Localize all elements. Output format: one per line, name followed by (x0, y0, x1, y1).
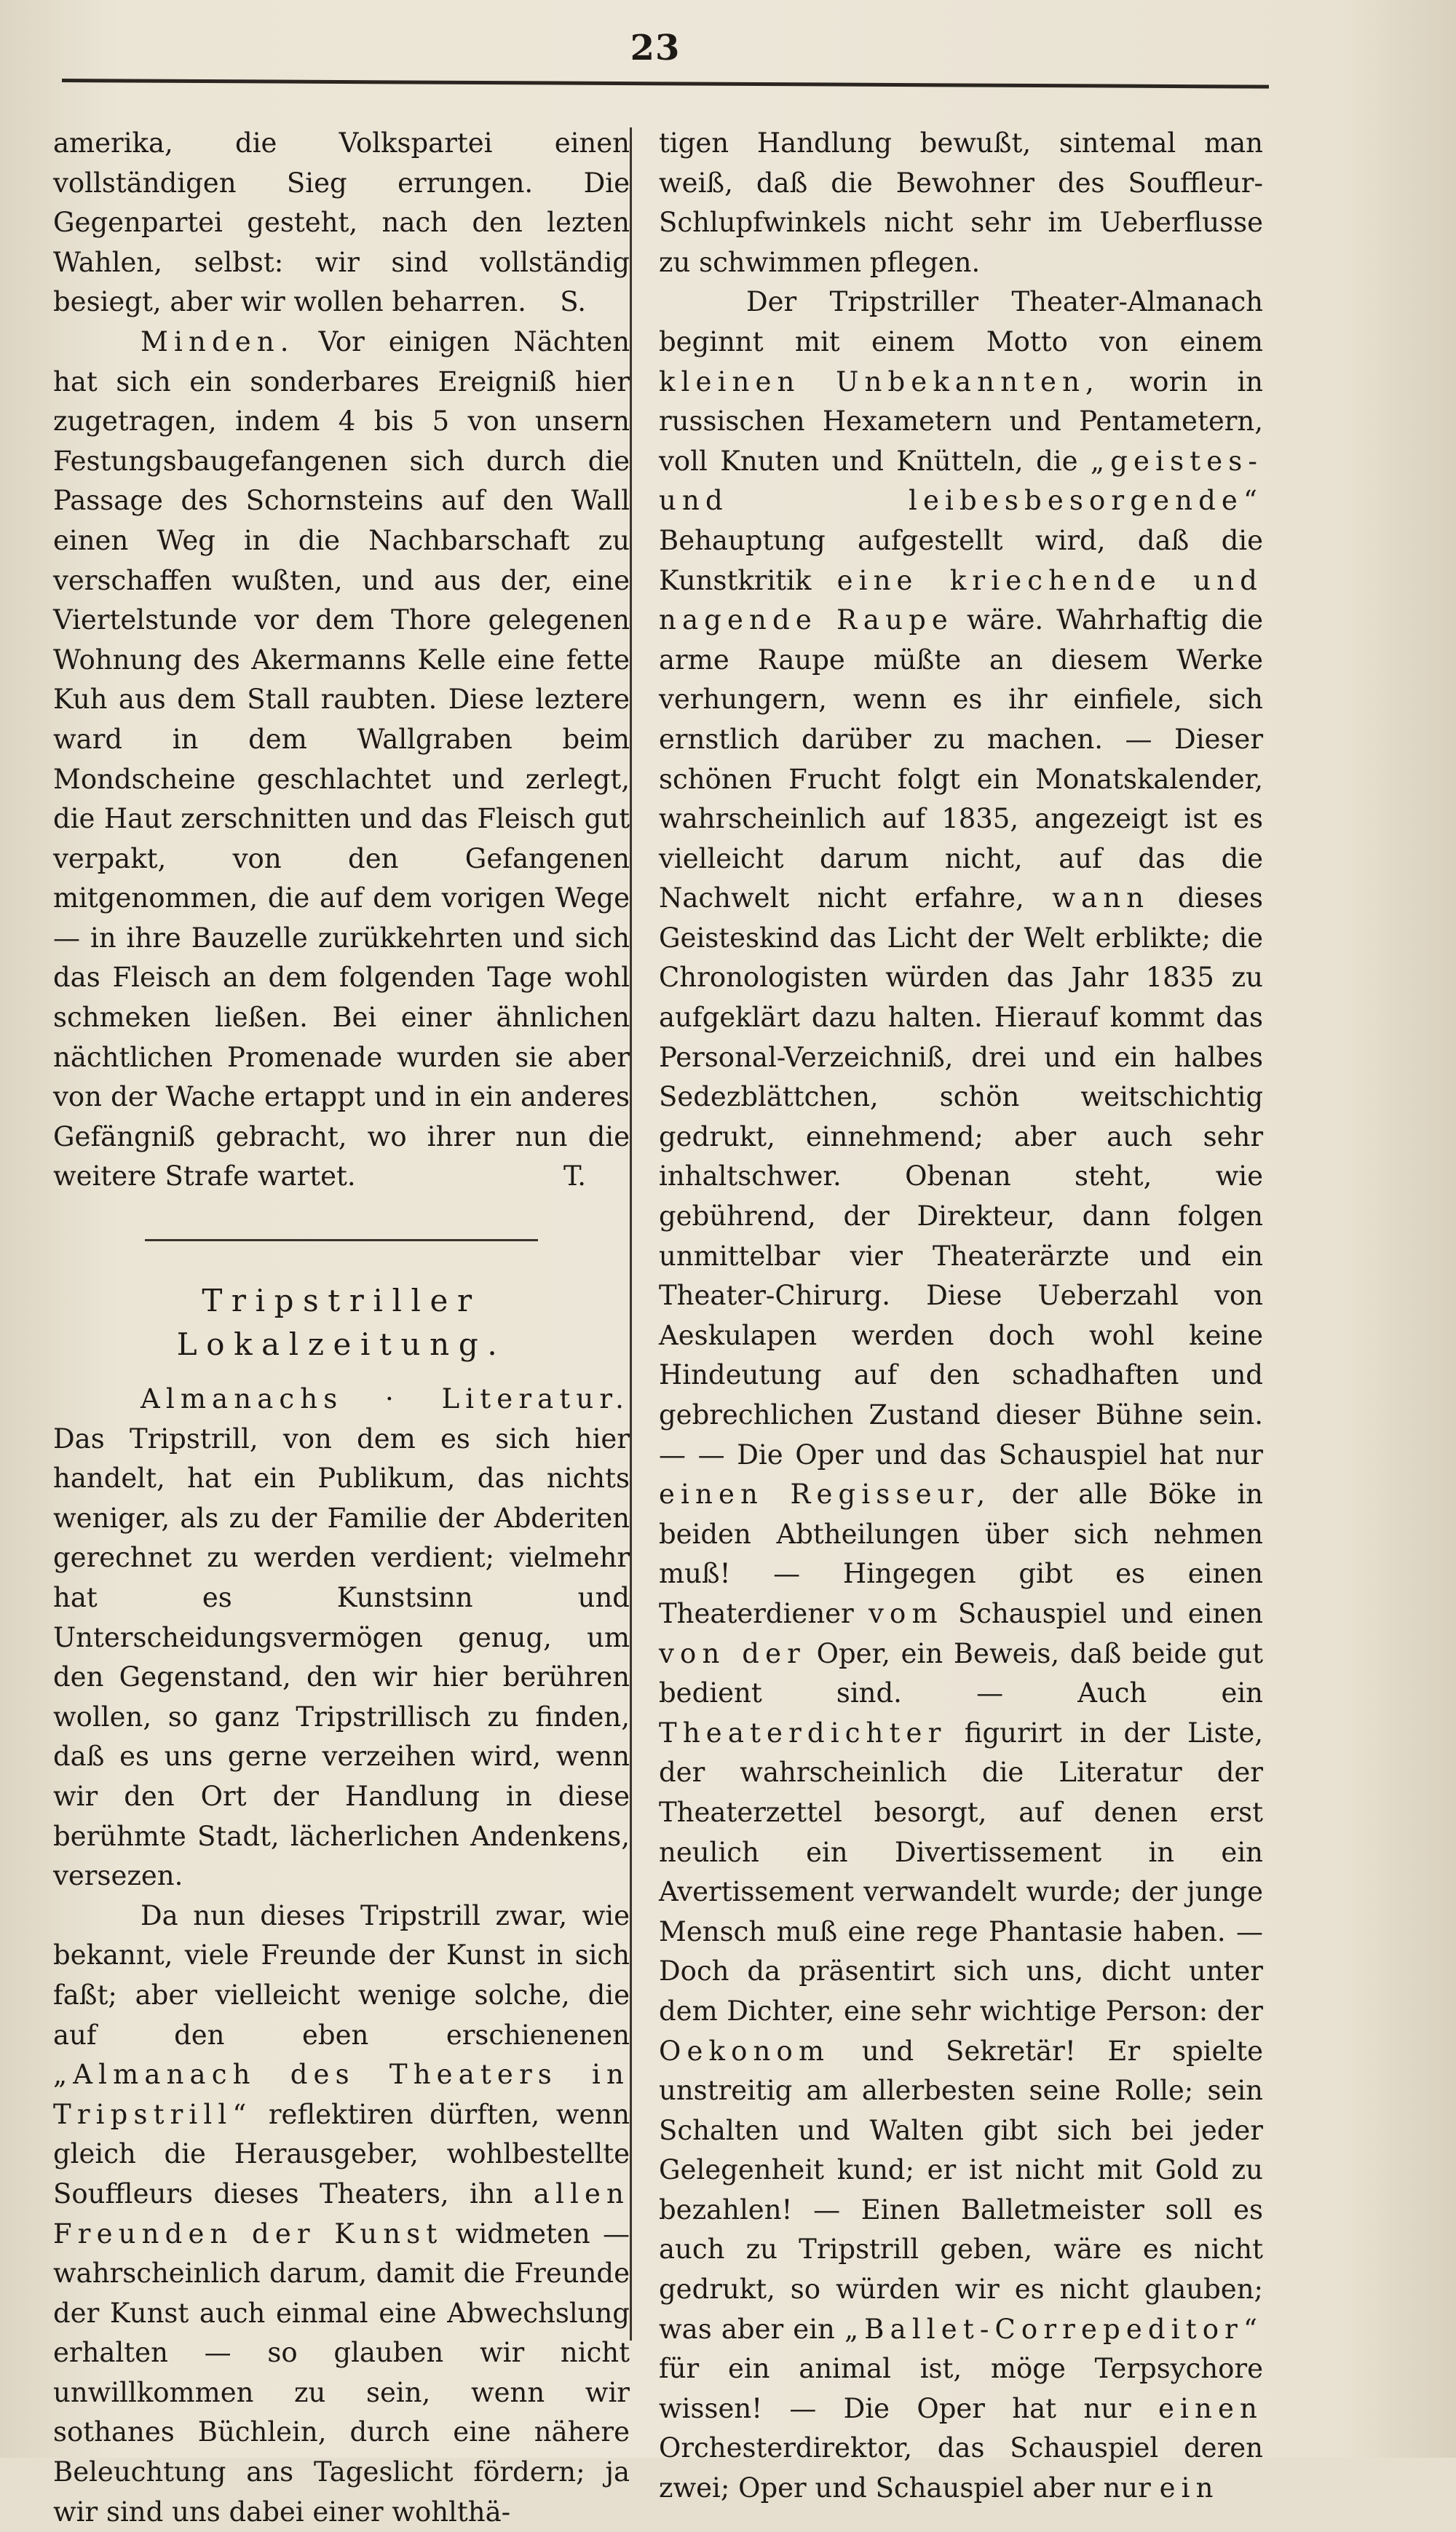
left-column (53, 124, 630, 2532)
article-paragraph (53, 124, 630, 323)
paragraph-text: reflektiren dürften, wenn gleich die Herausgeber, wohlbestellte Souffleurs dieses Theaters, ihn (53, 2098, 630, 2209)
emphasized-text: einen Regisseur, (659, 1479, 992, 1511)
emphasized-text: allen Freunden der Kunst (53, 2177, 630, 2250)
paragraph-text: Da nun dieses Tripstrill zwar, wie bekannt, viele Freunde der Kunst in sich faßt; aber vielleicht wenige solche, die auf den eben erschienenen (53, 1899, 630, 2051)
paragraph-text: der alle Böke in beiden Abtheilungen über sich nehmen muß! — Hingegen gibt es einen Theaterdiener (659, 1479, 1264, 1629)
emphasized-text: Oekonom (659, 2035, 831, 2067)
section-title: Tripstriller Lokalzeitung. (176, 1283, 507, 1363)
article-paragraph (53, 323, 630, 1197)
paragraph-text: figurirt in der Liste, der wahrscheinlich die Literatur der Theaterzettel besorgt, auf denen erst neulich ein Divertissement in ein Avertissement verwandelt wurde; der junge Mensch muß eine rege Phantasie haben. — Doch da präsentirt sich uns, dicht unter dem Dichter, eine sehr wichtige Person: der (659, 1717, 1264, 2027)
paragraph-text: tigen Handlung bewußt, sintemal man weiß, daß die Bewohner des Souffleur-Schlupfwinkels nicht sehr im Ueberflusse zu schwimmen pflegen. (659, 127, 1263, 278)
article-heading: Almanachs · Literatur. (141, 1383, 630, 1415)
paragraph-text: Der Tripstriller Theater-Almanach beginnt mit einem Motto von einem (659, 286, 1263, 357)
emphasized-text: „geistes- und leibesbesorgende“ (659, 445, 1264, 517)
emphasized-text: einen (1158, 2392, 1264, 2424)
paragraph-text: und Sekretär! Er spielte unstreitig am allerbesten seine Rolle; sein Schalten und Walten gibt sich bei jeder Gelegenheit kund; er ist nicht mit Gold zu bezahlen! — Einen Balletmeister soll es auch zu Tripstrill geben, wäre es nicht gedrukt, so würden wir es nicht glauben; was aber ein (659, 2035, 1263, 2345)
paragraph-text: Orchesterdirektor, das Schauspiel deren zwei; Oper und Schauspiel aber nur (659, 2432, 1263, 2504)
article-paragraph (659, 282, 1263, 2508)
page-number: 23 (630, 28, 681, 68)
emphasized-text: wann (1052, 882, 1150, 914)
emphasized-text: „Almanach des Theaters in Tripstrill“ (53, 2059, 630, 2130)
section-divider (145, 1239, 538, 1241)
header-rule (62, 79, 1269, 89)
emphasized-text: vom (868, 1597, 943, 1629)
column-divider (630, 127, 632, 2341)
paragraph-text: Schauspiel und einen (957, 1597, 1264, 1629)
paragraph-text: wäre. Wahrhaftig die arme Raupe müßte an diesem Werke verhungern, wenn es ihr einfiele, sich ernstlich darüber zu machen. — Dieser schönen Frucht folgt ein Monatskalender, wahrscheinlich auf 1835, angezeigt ist es vielleicht darum nicht, auf das die Nachwelt nicht erfahre, (659, 604, 1264, 914)
paragraph-text: Oper, ein Beweis, daß beide gut bedient sind. — Auch ein (659, 1637, 1263, 1709)
paragraph-text: amerika, die Volkspartei einen vollständigen Sieg errungen. Die Gegenpartei gesteht, nach den lezten Wahlen, selbst: wir sind vollständig besiegt, aber wir wollen beharren. (53, 127, 630, 318)
article-paragraph (53, 1380, 630, 1896)
paragraph-text: widmeten — wahrscheinlich darum, damit die Freunde der Kunst auch einmal eine Abwechslung erhalten — so glauben wir nicht unwillkommen zu sein, wenn wir sothanes Büchlein, durch eine nähere Beleuchtung ans Tageslicht fördern; ja wir sind uns dabei einer wohlthä- (53, 2218, 630, 2528)
emphasized-text: kleinen Unbekannten, (659, 365, 1100, 397)
article-paragraph (659, 124, 1263, 282)
paragraph-text: für ein animal ist, möge Terpsychore wissen! — Die Oper hat nur (659, 2353, 1263, 2424)
emphasized-text: von der (659, 1637, 806, 1669)
dateline-place: Minden. (141, 325, 295, 357)
paragraph-text: Behauptung aufgestellt wird, daß die Kunstkritik (659, 524, 1263, 596)
paragraph-text: Vor einigen Nächten hat sich ein sonderbares Ereigniß hier zugetragen, indem 4 bis 5 von unsern Festungsbaugefangenen sich durch die Passage des Schornsteins auf den Wall einen Weg in die Nachbarschaft zu verschaffen wußten, und aus der, eine Viertelstunde vor dem Thore gelegenen Wohnung des Akermanns Kelle eine fette Kuh aus dem Stall raubten. Diese leztere ward in dem Wallgraben beim Mondscheine geschlachtet und zerlegt, die Haut zerschnitten und das Fleisch gut verpakt, von den Gefangenen mitgenommen, die auf dem vorigen Wege — in ihre Bauzelle zurükkehrten und sich das Fleisch an dem folgenden Tage wohl schmeken ließen. Bei einer ähnlichen nächtlichen Promenade wurden sie aber von der Wache ertappt und in ein anderes Gefängniß gebracht, wo ihrer nun die weitere Strafe wartet. (53, 325, 630, 1192)
right-column (659, 124, 1263, 2509)
paragraph-text: dieses Geisteskind das Licht der Welt erblikte; die Chronologisten würden das Jahr 1835 zu aufgeklärt dazu halten. Hierauf kommt das Personal-Verzeichniß, drei und ein halbes Sedezblättchen, schön weitschichtig gedrukt, einnehmend; aber auch sehr inhaltschwer. Obenan steht, wie gebührend, der Direkteur, dann folgen unmittelbar vier Theaterärzte und ein Theater-Chirurg. Diese Ueberzahl von Aeskulapen werden doch wohl keine Hindeutung auf den schadhaften und gebrechlichen Zustand dieser Bühne sein. — — Die Oper und das Schauspiel hat nur (659, 882, 1264, 1471)
emphasized-text: Theaterdichter (659, 1717, 947, 1749)
emphasized-text: „Ballet-Correpeditor“ (844, 2313, 1263, 2345)
emphasized-text: ein (1159, 2472, 1219, 2504)
paragraph-text: Das Tripstrill, von dem es sich hier handelt, hat ein Publikum, das nichts weniger, als zu der Familie der Abderiten gerechnet zu werden verdient; vielmehr hat es Kunstsinn und Unterscheidungsvermögen genug, um den Gegenstand, den wir hier berühren wollen, so ganz Tripstrillisch zu finden, daß es uns gerne verzeihen wird, wenn wir den Ort der Handlung in diese berühmte Stadt, lächerlichen Andenkens, versezen. (53, 1423, 630, 1892)
paragraph-text: worin in russischen Hexametern und Pentametern, voll Knuten und Knütteln, die (659, 365, 1263, 477)
author-signature: T. (563, 1160, 586, 1192)
emphasized-text: eine kriechende und nagende Raupe (659, 564, 1263, 636)
article-paragraph (53, 1896, 630, 2532)
author-signature: S. (560, 286, 586, 318)
